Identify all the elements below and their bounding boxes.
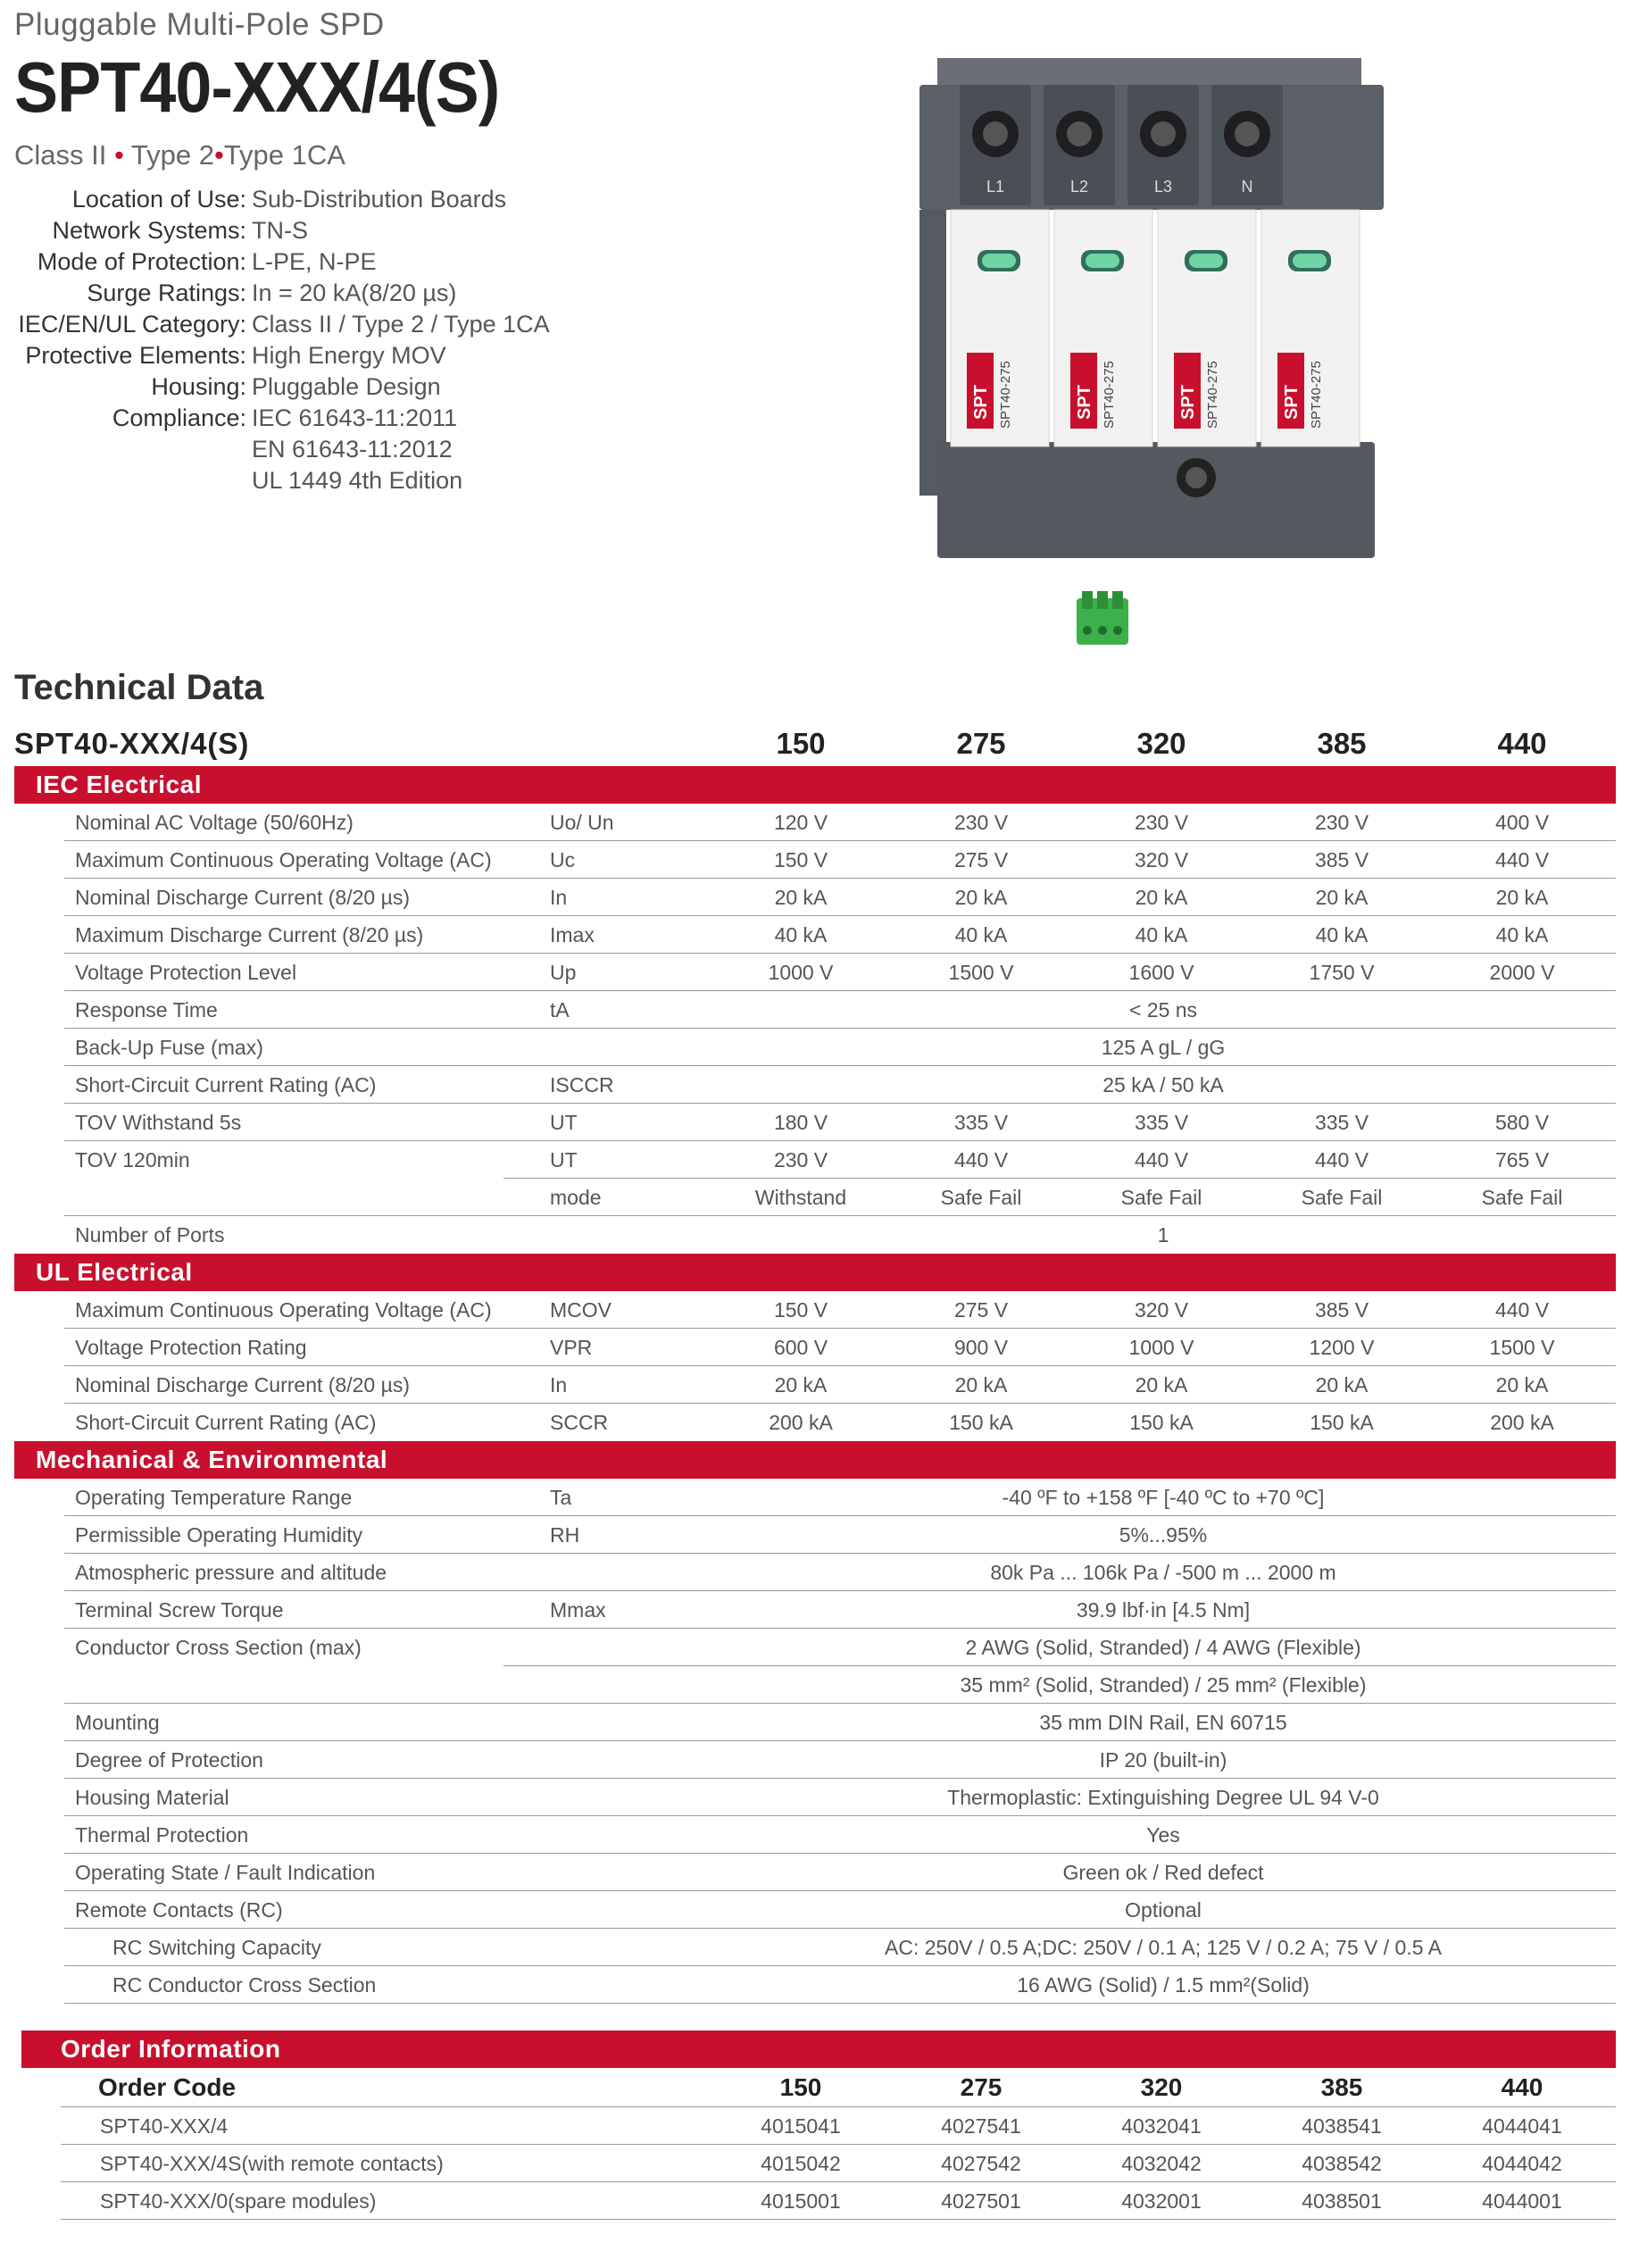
order-row-label: SPT40-XXX/4: [100, 2114, 229, 2138]
row-value: 120 V: [773, 810, 828, 834]
order-code-value: 4015042: [761, 2151, 841, 2175]
row-symbol: RH: [550, 1522, 580, 1547]
order-code-value: 4044042: [1482, 2151, 1562, 2175]
row-value: 1600 V: [1128, 960, 1194, 984]
row-symbol: In: [550, 1372, 568, 1397]
row-value: 230 V: [1134, 810, 1189, 834]
row-value: 150 V: [773, 847, 828, 871]
table-row: [14, 916, 1616, 954]
row-value: 20 kA: [1135, 885, 1188, 909]
row-label: Maximum Continuous Operating Voltage (AC): [75, 1297, 492, 1322]
row-label: Response Time: [75, 997, 218, 1021]
row-value: 440 V: [1494, 1297, 1550, 1322]
status-indicator-window: [1086, 254, 1119, 268]
row-label: Remote Contacts (RC): [75, 1897, 283, 1922]
spec-row: [14, 309, 871, 340]
table-row: [14, 1066, 1616, 1104]
row-symbol: Imax: [550, 922, 595, 946]
row-symbol: In: [550, 885, 568, 909]
spec-row: [14, 215, 871, 246]
status-indicator-window: [1293, 254, 1327, 268]
row-value: 230 V: [1314, 810, 1369, 834]
row-value: 150 kA: [949, 1410, 1013, 1434]
spec-key: Surge Ratings:: [87, 279, 246, 306]
row-value: 20 kA: [1315, 1372, 1369, 1397]
row-value: 440 V: [1314, 1147, 1369, 1172]
order-code-value: 4027501: [941, 2189, 1021, 2213]
table-row: [14, 1216, 1616, 1254]
spec-value: Sub-Distribution Boards: [252, 186, 507, 213]
module-model-text: SPT40-275: [1309, 361, 1324, 429]
spec-value: L-PE, N-PE: [252, 248, 377, 275]
terminal-label: L2: [1069, 178, 1089, 196]
row-value: 440 V: [1494, 847, 1550, 871]
row-label: TOV Withstand 5s: [75, 1110, 242, 1134]
table-row: [14, 1741, 1616, 1779]
table-row: [14, 1516, 1616, 1554]
brand-logo-text: SPT: [1282, 385, 1302, 420]
table-row: [14, 1591, 1616, 1629]
technical-data-table: [14, 721, 1616, 2004]
row-value: 20 kA: [774, 885, 828, 909]
spec-value: Pluggable Design: [252, 373, 441, 400]
column-header: 440: [1501, 2073, 1543, 2101]
model-header-row: [14, 721, 1616, 766]
module-model-text: SPT40-275: [998, 361, 1013, 429]
row-symbol: Up: [550, 960, 577, 984]
spec-value: TN-S: [252, 217, 308, 244]
order-code-value: 4015041: [761, 2114, 841, 2138]
row-value: 230 V: [953, 810, 1009, 834]
row-value: 1500 V: [1489, 1335, 1555, 1359]
row-value: 20 kA: [1495, 885, 1549, 909]
spec-list: [14, 184, 871, 496]
row-label: RC Conductor Cross Section: [112, 1972, 377, 1997]
row-value: Safe Fail: [940, 1185, 1022, 1209]
remote-contact-connector-icon: [1073, 589, 1132, 648]
order-header-row: [21, 2068, 1616, 2107]
row-value: 20 kA: [954, 1372, 1008, 1397]
row-symbol: Uc: [550, 847, 576, 871]
column-header: 440: [1497, 727, 1547, 760]
row-symbol: mode: [550, 1185, 602, 1209]
row-value: 40 kA: [1495, 922, 1549, 946]
row-value: 150 kA: [1310, 1410, 1374, 1434]
row-value: 440 V: [1134, 1147, 1189, 1172]
row-value: 1200 V: [1309, 1335, 1375, 1359]
row-value: 2000 V: [1489, 960, 1555, 984]
row-label: Operating Temperature Range: [75, 1485, 353, 1509]
row-span-value: 125 A gL / gG: [1101, 1035, 1226, 1059]
row-span-value: AC: 250V / 0.5 A;DC: 250V / 0.1 A; 125 V / 0.2 A; 75 V / 0.5 A: [885, 1935, 1442, 1959]
row-symbol: VPR: [550, 1335, 593, 1359]
row-symbol: UT: [550, 1147, 578, 1172]
row-span-value: 35 mm² (Solid, Stranded) / 25 mm² (Flexible): [960, 1672, 1367, 1697]
row-symbol: Uo/ Un: [550, 810, 614, 834]
row-value: 580 V: [1494, 1110, 1550, 1134]
row-value: 320 V: [1134, 847, 1189, 871]
order-row: [21, 2107, 1616, 2145]
order-code-value: 4038542: [1302, 2151, 1382, 2175]
spec-key: IEC/EN/UL Category:: [18, 311, 246, 338]
row-value: 335 V: [1134, 1110, 1189, 1134]
order-code-value: 4027541: [941, 2114, 1021, 2138]
row-value: 20 kA: [774, 1372, 828, 1397]
spec-value: EN 61643-11:2012: [252, 436, 453, 463]
section-iec-electrical: IEC Electrical: [14, 766, 1616, 804]
spec-row: [14, 246, 871, 278]
order-code-value: 4032041: [1121, 2114, 1202, 2138]
table-model-name: SPT40-XXX/4(S): [14, 727, 250, 760]
row-value: 180 V: [773, 1110, 828, 1134]
order-code-value: 4038501: [1302, 2189, 1382, 2213]
spec-value: IEC 61643-11:2011: [252, 404, 458, 431]
order-code-value: 4038541: [1302, 2114, 1382, 2138]
terminal-label: L3: [1153, 178, 1173, 196]
mech-rows: [14, 1479, 1616, 2004]
table-row: [14, 1404, 1616, 1441]
column-header: 275: [956, 727, 1006, 760]
order-code-value: 4044001: [1482, 2189, 1562, 2213]
spec-key: Compliance:: [112, 404, 246, 431]
row-label: Nominal Discharge Current (8/20 µs): [75, 885, 410, 909]
spec-value: High Energy MOV: [252, 342, 446, 369]
row-label: Housing Material: [75, 1785, 229, 1809]
order-row-label: SPT40-XXX/0(spare modules): [100, 2189, 377, 2213]
row-span-value: Thermoplastic: Extinguishing Degree UL 94 V-0: [947, 1785, 1379, 1809]
row-value: Safe Fail: [1120, 1185, 1202, 1209]
row-label: Number of Ports: [75, 1222, 225, 1247]
row-label: Thermal Protection: [75, 1822, 249, 1847]
row-symbol: ISCCR: [550, 1072, 614, 1096]
spec-value: In = 20 kA(8/20 µs): [252, 279, 457, 306]
table-row: [14, 1329, 1616, 1366]
row-label: Terminal Screw Torque: [75, 1597, 284, 1622]
housing-top-rail: [937, 58, 1361, 85]
row-value: Withstand: [754, 1185, 847, 1209]
table-row: [14, 1704, 1616, 1741]
order-row: [21, 2182, 1616, 2220]
order-code-value: 4027542: [941, 2151, 1021, 2175]
row-label: TOV 120min: [75, 1147, 190, 1172]
row-value: 200 kA: [1490, 1410, 1554, 1434]
row-value: 900 V: [953, 1335, 1009, 1359]
row-label: Conductor Cross Section (max): [75, 1635, 362, 1659]
status-indicator-window: [982, 254, 1016, 268]
section-mechanical-environmental: Mechanical & Environmental: [14, 1441, 1616, 1479]
row-value: 600 V: [773, 1335, 828, 1359]
table-row: [14, 1479, 1616, 1516]
order-rows: [21, 2107, 1616, 2220]
terminal-screw-head: [1067, 121, 1092, 146]
row-span-value: 35 mm DIN Rail, EN 60715: [1039, 1710, 1287, 1734]
order-code-value: 4032042: [1121, 2151, 1202, 2175]
separator-dot: •: [106, 139, 131, 171]
order-row: [21, 2145, 1616, 2182]
separator-dot: •: [213, 139, 224, 171]
class-ii: Class II: [14, 139, 107, 171]
class-line: [14, 138, 871, 173]
row-span-value: Yes: [1146, 1822, 1180, 1847]
column-header: 150: [779, 2073, 822, 2101]
row-symbol: UT: [550, 1110, 578, 1134]
row-value: 275 V: [953, 847, 1009, 871]
row-symbol: SCCR: [550, 1410, 609, 1434]
row-label: Voltage Protection Rating: [75, 1335, 307, 1359]
row-label: Nominal AC Voltage (50/60Hz): [75, 810, 354, 834]
row-label: Maximum Continuous Operating Voltage (AC): [75, 847, 492, 871]
column-header: 320: [1140, 2073, 1183, 2101]
section-order-information: Order Information: [21, 2030, 1616, 2068]
spd-device-illustration: [919, 49, 1419, 567]
order-information-table: [21, 2030, 1616, 2220]
section-ul-electrical: UL Electrical: [14, 1254, 1616, 1291]
row-label: Nominal Discharge Current (8/20 µs): [75, 1372, 410, 1397]
table-row: [14, 1029, 1616, 1066]
row-label: Short-Circuit Current Rating (AC): [75, 1072, 377, 1096]
row-value: 275 V: [953, 1297, 1009, 1322]
terminal-label: L1: [986, 178, 1005, 196]
table-row: [14, 1929, 1616, 1966]
row-symbol: Ta: [550, 1485, 572, 1509]
module-row: [951, 210, 1360, 446]
row-value: 20 kA: [1315, 885, 1369, 909]
table-row: [14, 1666, 1616, 1704]
row-span-value: < 25 ns: [1128, 997, 1198, 1021]
module-model-text: SPT40-275: [1102, 361, 1117, 429]
spec-value-list: [252, 403, 462, 496]
row-value: 335 V: [1314, 1110, 1369, 1134]
table-row: [14, 1966, 1616, 2004]
table-row: [14, 1366, 1616, 1404]
table-row: [14, 1554, 1616, 1591]
spec-row: [14, 278, 871, 309]
row-value: Safe Fail: [1301, 1185, 1383, 1209]
table-row: [14, 1104, 1616, 1141]
terminal-label: N: [1241, 178, 1253, 196]
row-value: 335 V: [953, 1110, 1009, 1134]
column-header: 275: [960, 2073, 1003, 2101]
row-value: 1750 V: [1309, 960, 1375, 984]
spec-key: Location of Use:: [71, 186, 246, 213]
spec-key: Mode of Protection:: [37, 248, 246, 275]
row-value: 440 V: [953, 1147, 1009, 1172]
row-value: 40 kA: [954, 922, 1008, 946]
table-row: [14, 1779, 1616, 1816]
spec-value: Class II / Type 2 / Type 1CA: [252, 311, 550, 338]
row-value: 765 V: [1494, 1147, 1550, 1172]
table-row: [14, 1816, 1616, 1854]
order-code-value: 4015001: [761, 2189, 841, 2213]
row-label: Permissible Operating Humidity: [75, 1522, 363, 1547]
row-span-value: 39.9 lbf·in [4.5 Nm]: [1076, 1597, 1251, 1622]
row-value: Safe Fail: [1481, 1185, 1563, 1209]
spec-row: [14, 340, 871, 371]
table-row: [14, 841, 1616, 879]
row-span-value: 2 AWG (Solid, Stranded) / 4 AWG (Flexible): [965, 1635, 1361, 1659]
type-2: Type 2: [130, 139, 214, 171]
table-row: [14, 1854, 1616, 1891]
row-label: Maximum Discharge Current (8/20 µs): [75, 922, 424, 946]
brand-logo-text: SPT: [1178, 385, 1198, 420]
terminal-screw-head: [1151, 121, 1176, 146]
row-label: Back-Up Fuse (max): [75, 1035, 263, 1059]
row-span-value: 1: [1157, 1222, 1169, 1247]
terminal-screw-head: [983, 121, 1008, 146]
table-row: [14, 1291, 1616, 1329]
row-value: 200 kA: [769, 1410, 833, 1434]
row-label: Voltage Protection Level: [75, 960, 297, 984]
row-value: 20 kA: [954, 885, 1008, 909]
column-header: 320: [1136, 727, 1186, 760]
column-header: 385: [1317, 727, 1367, 760]
table-row: [14, 879, 1616, 916]
status-indicator-window: [1189, 254, 1223, 268]
table-row: [14, 954, 1616, 991]
row-span-value: -40 ºF to +158 ºF [-40 ºC to +70 ºC]: [1002, 1485, 1325, 1509]
row-label: Operating State / Fault Indication: [75, 1860, 376, 1884]
row-value: 385 V: [1314, 847, 1369, 871]
spec-value: UL 1449 4th Edition: [252, 467, 463, 494]
iec-rows: [14, 804, 1616, 1254]
order-code-label: Order Code: [98, 2073, 237, 2101]
row-symbol: Mmax: [550, 1597, 606, 1622]
ul-rows: [14, 1291, 1616, 1441]
row-label: Short-Circuit Current Rating (AC): [75, 1410, 377, 1434]
column-header: 150: [776, 727, 826, 760]
row-value: 20 kA: [1135, 1372, 1188, 1397]
product-header: [14, 5, 871, 496]
row-symbol: MCOV: [550, 1297, 612, 1322]
row-span-value: IP 20 (built-in): [1099, 1747, 1227, 1772]
technical-data-title: Technical Data: [14, 668, 264, 707]
spec-key: Network Systems:: [52, 217, 246, 244]
order-row-label: SPT40-XXX/4S(with remote contacts): [100, 2151, 444, 2175]
row-value: 320 V: [1134, 1297, 1189, 1322]
spec-row: [14, 184, 871, 215]
column-header: 385: [1320, 2073, 1363, 2101]
module-model-text: SPT40-275: [1205, 361, 1220, 429]
row-value: 20 kA: [1495, 1372, 1549, 1397]
table-row: [14, 1891, 1616, 1929]
row-span-value: Optional: [1125, 1897, 1202, 1922]
row-label: Degree of Protection: [75, 1747, 263, 1772]
row-span-value: Green ok / Red defect: [1062, 1860, 1264, 1884]
row-span-value: 80k Pa ... 106k Pa / -500 m ... 2000 m: [990, 1560, 1336, 1584]
product-model: SPT40-XXX/4(S): [14, 47, 500, 127]
row-value: 1500 V: [948, 960, 1014, 984]
table-row: [14, 804, 1616, 841]
order-code-value: 4044041: [1482, 2114, 1562, 2138]
row-value: 1000 V: [1128, 1335, 1194, 1359]
order-code-value: 4032001: [1121, 2189, 1202, 2213]
table-row: [14, 1179, 1616, 1216]
housing-lower: [937, 442, 1375, 558]
terminal-screw-head: [1235, 121, 1260, 146]
type-1ca: Type 1CA: [223, 139, 345, 171]
table-row: [14, 1629, 1616, 1666]
row-value: 230 V: [773, 1147, 828, 1172]
product-subtitle: Pluggable Multi-Pole SPD: [14, 7, 385, 42]
row-value: 385 V: [1314, 1297, 1369, 1322]
row-value: 150 kA: [1129, 1410, 1194, 1434]
spec-row: [14, 403, 871, 496]
table-row: [14, 991, 1616, 1029]
row-value: 150 V: [773, 1297, 828, 1322]
brand-logo-text: SPT: [971, 385, 991, 420]
row-value: 40 kA: [774, 922, 828, 946]
row-value: 1000 V: [768, 960, 834, 984]
row-span-value: 25 kA / 50 kA: [1102, 1072, 1224, 1096]
row-span-value: 16 AWG (Solid) / 1.5 mm²(Solid): [1017, 1972, 1310, 1997]
row-label: RC Switching Capacity: [112, 1935, 321, 1959]
row-symbol: tA: [550, 997, 570, 1021]
spec-key: Housing:: [151, 373, 246, 400]
table-row: [14, 1141, 1616, 1179]
row-label: Atmospheric pressure and altitude: [75, 1560, 387, 1584]
row-span-value: 5%...95%: [1119, 1522, 1208, 1547]
product-image: [919, 49, 1419, 567]
brand-logo-text: SPT: [1075, 385, 1094, 420]
row-label: Mounting: [75, 1710, 160, 1734]
row-value: 40 kA: [1135, 922, 1188, 946]
row-value: 400 V: [1494, 810, 1550, 834]
row-value: 40 kA: [1315, 922, 1369, 946]
spec-row: [14, 371, 871, 403]
spec-key: Protective Elements:: [25, 342, 246, 369]
